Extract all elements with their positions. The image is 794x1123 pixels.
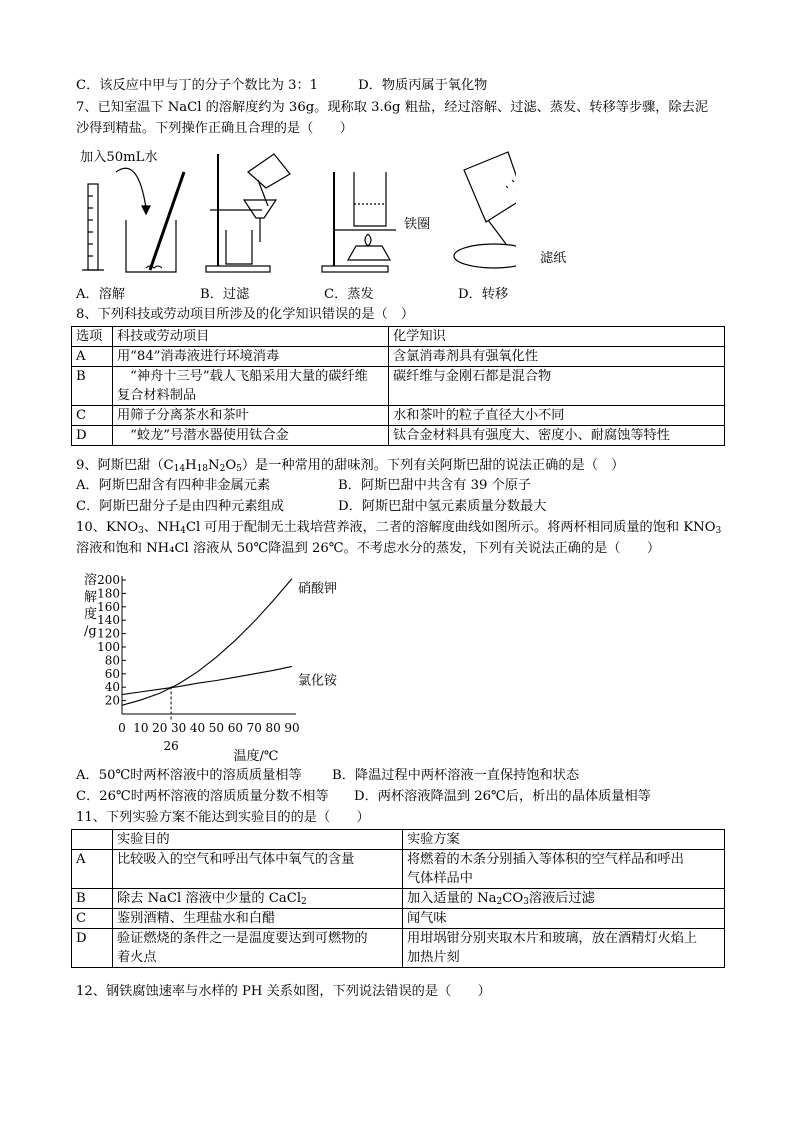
q11-table <box>71 829 725 968</box>
q7-option-b: B．过滤 <box>200 287 250 302</box>
x-tick-label: 0 <box>118 721 126 735</box>
q9-option-c: C．阿斯巴甜分子是由四种元素组成 <box>76 499 284 514</box>
q11-row-purpose-line: 验证燃烧的条件之一是温度要达到可燃物的 <box>117 931 368 946</box>
q6-option-c: C．该反应中甲与丁的分子个数比为 3：1 <box>76 78 319 93</box>
q10-option-c: C．26℃时两杯溶液的溶质质量分数不相等 <box>76 789 329 804</box>
q8-row-item: 用筛子分离茶水和茶叶 <box>113 406 389 426</box>
q11-row-plan-text: CO <box>502 891 524 906</box>
q10-option-b: B．降温过程中两杯溶液一直保持饱和状态 <box>332 768 580 783</box>
q11-row-purpose-line: 着火点 <box>117 950 157 965</box>
q10-options-row2 <box>76 787 651 807</box>
q7-option-c: C．蒸发 <box>324 287 374 302</box>
table-row <box>72 909 725 929</box>
q6-option-d: D．物质丙属于氧化物 <box>358 78 488 93</box>
y-axis-label: 溶 <box>84 573 98 588</box>
q8-header-knowledge: 化学知识 <box>389 327 725 347</box>
x-tick-label: 20 <box>152 721 168 735</box>
x-tick-label: 40 <box>189 721 206 735</box>
iron-ring-label: 铁圈 <box>404 217 431 232</box>
formula-sub: 3 <box>138 526 144 536</box>
q10-stem-line1 <box>76 518 721 538</box>
dissolve-apparatus-icon <box>82 168 184 272</box>
q11-row-plan <box>403 929 725 968</box>
q8-row-item <box>113 367 389 406</box>
q11-row-plan <box>403 850 725 889</box>
formula-part: H <box>185 458 197 473</box>
q8-table <box>71 326 725 446</box>
formula-sub: 2 <box>219 464 226 474</box>
x-tick-label: 30 <box>171 721 187 735</box>
q11-header-plan: 实验方案 <box>403 830 725 850</box>
x-tick-label: 70 <box>246 721 262 735</box>
y-tick-label: 60 <box>104 666 120 681</box>
formula-sub: 3 <box>715 526 722 536</box>
q8-row-label: A <box>72 347 113 367</box>
formula-sub: 18 <box>196 464 209 474</box>
x-tick-label: 80 <box>265 721 281 735</box>
q11-row-plan-line: 用坩埚钳分别夹取木片和玻璃，放在酒精灯火焰上 <box>407 931 698 946</box>
y-axis-label: 度 <box>84 607 98 622</box>
formula-sub: 14 <box>173 464 186 474</box>
q12-stem: 12、钢铁腐蚀速率与水样的 PH 关系如图，下列说法错误的是（ ） <box>76 984 491 999</box>
q7-stem-line2: 沙得到精盐。下列操作正确且合理的是（ ） <box>76 121 353 136</box>
x-axis-label: 温度/℃ <box>233 749 279 764</box>
q11-row-purpose: 比较吸入的空气和呼出气体中氧气的含量 <box>113 850 403 889</box>
q11-row-plan: 闻气味 <box>403 909 725 929</box>
q11-row-plan <box>403 889 725 909</box>
y-tick-label: 100 <box>97 640 120 654</box>
table-row <box>72 327 725 347</box>
table-row <box>72 347 725 367</box>
q9-option-d: D．阿斯巴甜中氢元素质量分数最大 <box>338 499 547 514</box>
q8-header-item: 科技或劳动项目 <box>113 327 389 347</box>
q11-row-plan-line: 加热片刻 <box>407 950 460 965</box>
y-tick-label: 160 <box>97 599 120 614</box>
q10-option-a: A．50℃时两杯溶液中的溶质质量相等 <box>76 768 302 783</box>
y-tick-label: 200 <box>97 573 120 587</box>
q9-stem-text: ）是一种常用的甜味剂。下列有关阿斯巴甜的说法正确的是（ ） <box>241 458 625 473</box>
q10-stem-line2: 溶液和饱和 NH₄Cl 溶液从 50℃降温到 26℃。不考虑水分的蒸发，下列有关说法正确的是（ ） <box>76 541 661 556</box>
formula-sub: 4 <box>180 526 186 536</box>
y-tick-label: 20 <box>104 693 120 708</box>
q11-row-purpose: 鉴别酒精、生理盐水和白醋 <box>113 909 403 929</box>
y-tick-label: 80 <box>104 653 120 668</box>
q11-stem: 11、下列实验方案不能达到实验目的的是（ ） <box>76 810 370 825</box>
q11-row-purpose <box>113 929 403 968</box>
series-kno3-line <box>122 579 292 706</box>
q10-stem-text: 、NH <box>143 520 181 535</box>
table-row <box>72 367 725 406</box>
series-kno3-label: 硝酸钾 <box>298 581 338 597</box>
x-tick-label: 10 <box>133 721 149 735</box>
table-row <box>72 426 725 446</box>
formula-part: N <box>208 458 220 473</box>
y-tick-label: 120 <box>97 626 120 641</box>
q7-operations-figure <box>76 150 516 278</box>
q9-stem-text: 9、阿斯巴甜（C <box>76 458 174 473</box>
y-axis-label: 解 <box>84 590 98 605</box>
y-tick-label: 40 <box>104 680 120 695</box>
q11-row-purpose-text: 除去 NaCl 溶液中少量的 CaCl <box>117 891 302 906</box>
y-tick-label: 180 <box>97 586 120 601</box>
y-tick-label: 140 <box>97 613 120 628</box>
q7-option-d: D．转移 <box>458 287 509 302</box>
q11-row-label: A <box>72 850 113 889</box>
add-water-label: 加入50mL水 <box>80 150 158 165</box>
q9-options-row1 <box>76 476 531 496</box>
q11-row-label: D <box>72 929 113 968</box>
q9-option-b: B．阿斯巴甜中共含有 39 个原子 <box>338 478 532 493</box>
q7-options <box>76 285 508 305</box>
q8-row-item: “蛟龙”号潜水器使用钛合金 <box>113 426 389 446</box>
y-axis-label: /g <box>84 624 97 639</box>
q8-row-item: 用“84”消毒液进行环境消毒 <box>113 347 389 367</box>
q10-option-d: D．两杯溶液降温到 26℃后，析出的晶体质量相等 <box>354 789 651 804</box>
q11-row-label: B <box>72 889 113 909</box>
series-nh4cl-line <box>122 666 292 694</box>
q6-options <box>76 76 487 96</box>
table-row <box>72 406 725 426</box>
formula-part: O <box>225 458 237 473</box>
transfer-apparatus-icon <box>454 152 516 268</box>
q11-row-purpose <box>113 889 403 909</box>
formula-sub: 2 <box>301 897 307 907</box>
q8-row-item-line: “神舟十三号”载人飞船采用大量的碳纤维 <box>117 369 368 384</box>
formula-sub: 3 <box>523 897 529 907</box>
q11-row-label: C <box>72 909 113 929</box>
q8-header-option: 选项 <box>72 327 113 347</box>
q10-stem-text: Cl 可用于配制无土栽培营养液，二者的溶解度曲线如图所示。将两杯相同质量的饱和 KNO <box>185 520 716 535</box>
series-nh4cl-label: 氯化铵 <box>298 673 338 689</box>
solubility-chart <box>76 570 376 764</box>
q8-row-label: B <box>72 367 113 406</box>
q9-option-a: A．阿斯巴甜含有四种非金属元素 <box>76 478 271 493</box>
q10-options-row1 <box>76 766 579 786</box>
evaporate-apparatus-icon <box>322 172 396 272</box>
q8-stem: 8、下列科技或劳动项目所涉及的化学知识错误的是（ ） <box>76 307 415 322</box>
q8-row-item-line: 复合材料制品 <box>117 388 197 403</box>
q8-row-label: C <box>72 406 113 426</box>
q11-row-plan-line: 将燃着的木条分别插入等体积的空气样品和呼出 <box>407 852 684 867</box>
q11-row-plan-text: 溶液后过滤 <box>528 891 595 906</box>
table-row <box>72 929 725 968</box>
x-tick-label: 90 <box>284 721 300 735</box>
q11-header-purpose: 实验目的 <box>113 830 403 850</box>
table-row <box>72 830 725 850</box>
filter-apparatus-icon <box>206 154 290 272</box>
table-row <box>72 889 725 909</box>
q7-stem-line1: 7、已知室温下 NaCl 的溶解度约为 36g。现称取 3.6g 粗盐，经过溶解、过滤、蒸发、转移等步骤，除去泥 <box>76 100 709 115</box>
formula-sub: 2 <box>496 897 503 907</box>
q11-row-plan-line: 气体样品中 <box>407 871 473 886</box>
q8-row-knowledge: 水和茶叶的粒子直径大小不同 <box>389 406 725 426</box>
q11-row-plan-text: 加入适量的 Na <box>407 891 497 906</box>
q9-stem <box>76 456 624 476</box>
formula-sub: 5 <box>236 464 242 474</box>
q8-row-label: D <box>72 426 113 446</box>
filter-paper-label: 滤纸 <box>540 251 567 266</box>
q11-header-label <box>72 830 113 850</box>
q9-options-row2 <box>76 497 546 517</box>
x-tick-label: 50 <box>208 721 225 735</box>
q8-row-knowledge: 含氯消毒剂具有强氧化性 <box>389 347 725 367</box>
q8-row-knowledge: 钛合金材料具有强度大、密度小、耐腐蚀等特性 <box>389 426 725 446</box>
q7-option-a: A．溶解 <box>76 287 126 302</box>
q8-row-knowledge: 碳纤维与金刚石都是混合物 <box>389 367 725 406</box>
intersection-label: 26 <box>163 739 179 753</box>
x-tick-label: 60 <box>227 721 243 735</box>
table-row <box>72 850 725 889</box>
q10-stem-text: 10、KNO <box>76 520 139 535</box>
